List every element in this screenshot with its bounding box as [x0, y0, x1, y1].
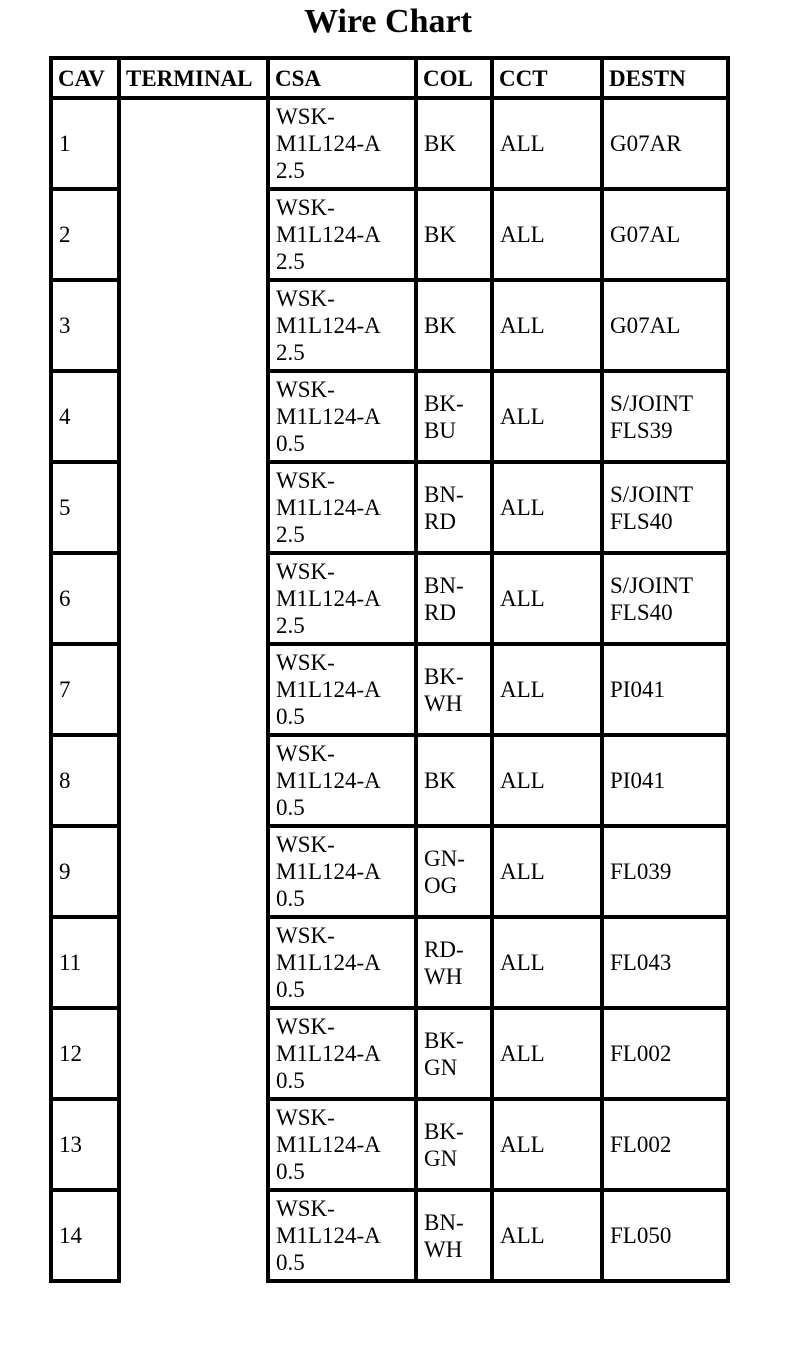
col-line: GN-: [424, 845, 465, 871]
col-line: BK-: [424, 390, 464, 416]
csa-line: 0.5: [276, 704, 305, 729]
col-line: RD-: [424, 936, 464, 962]
destn-cell: [602, 280, 728, 371]
terminal-cell: [119, 1008, 268, 1099]
col-line: BN-: [424, 481, 464, 507]
csa-cell: [268, 371, 416, 462]
cav-cell: 7: [51, 644, 119, 735]
table-row: [51, 462, 728, 553]
csa-line: WSK-: [276, 286, 335, 311]
csa-line: WSK-: [276, 195, 335, 220]
terminal-cell: [119, 553, 268, 644]
table-row: [51, 280, 728, 371]
destn-line: S/JOINT: [610, 572, 694, 598]
terminal-cell: [119, 280, 268, 371]
terminal-cell: [119, 98, 268, 189]
csa-line: WSK-: [276, 650, 335, 675]
table-body: [51, 98, 728, 1281]
csa-line: WSK-: [276, 1196, 335, 1221]
csa-line: 2.5: [276, 340, 305, 365]
csa-line: 0.5: [276, 1068, 305, 1093]
col-line: BK: [424, 131, 456, 156]
destn-cell: [602, 553, 728, 644]
csa-line: WSK-: [276, 832, 335, 857]
terminal-cell: [119, 1099, 268, 1190]
csa-line: WSK-: [276, 923, 335, 948]
csa-line: 0.5: [276, 431, 305, 456]
terminal-cell: [119, 1190, 268, 1281]
csa-cell: [268, 553, 416, 644]
col-cell: [416, 1008, 492, 1099]
csa-cell: [268, 1190, 416, 1281]
table-row: [51, 1008, 728, 1099]
csa-line: 0.5: [276, 886, 305, 911]
destn-line: G07AL: [610, 313, 681, 338]
csa-line: 2.5: [276, 158, 305, 183]
col-line: OG: [424, 872, 458, 898]
csa-line: 2.5: [276, 522, 305, 547]
csa-cell: [268, 1099, 416, 1190]
cct-cell: ALL: [492, 189, 602, 280]
cav-cell: 12: [51, 1008, 119, 1099]
cav-cell: 8: [51, 735, 119, 826]
col-line: BN-: [424, 572, 464, 598]
header-csa: CSA: [268, 58, 416, 98]
table-row: [51, 917, 728, 1008]
header-cct: CCT: [492, 58, 602, 98]
cct-cell: ALL: [492, 1008, 602, 1099]
destn-cell: [602, 1008, 728, 1099]
destn-line: FL043: [610, 950, 672, 975]
csa-cell: [268, 280, 416, 371]
csa-line: M1L124-A: [276, 1041, 381, 1066]
col-line: GN: [424, 1145, 458, 1171]
destn-line: G07AL: [610, 222, 681, 247]
cav-cell: 4: [51, 371, 119, 462]
table-row: [51, 1099, 728, 1190]
csa-line: 0.5: [276, 795, 305, 820]
cct-cell: ALL: [492, 1099, 602, 1190]
csa-line: M1L124-A: [276, 495, 381, 520]
csa-line: M1L124-A: [276, 859, 381, 884]
csa-line: WSK-: [276, 377, 335, 402]
cav-cell: 14: [51, 1190, 119, 1281]
page-title: Wire Chart: [304, 3, 472, 40]
destn-cell: [602, 917, 728, 1008]
header-terminal: TERMINAL: [119, 58, 268, 98]
table-row: [51, 735, 728, 826]
col-cell: [416, 826, 492, 917]
csa-line: M1L124-A: [276, 131, 381, 156]
csa-line: M1L124-A: [276, 950, 381, 975]
cct-cell: ALL: [492, 98, 602, 189]
cav-cell: 9: [51, 826, 119, 917]
terminal-cell: [119, 644, 268, 735]
col-line: RD: [424, 599, 456, 625]
csa-line: M1L124-A: [276, 404, 381, 429]
destn-line: S/JOINT: [610, 481, 694, 507]
destn-line: S/JOINT: [610, 390, 694, 416]
terminal-cell: [119, 826, 268, 917]
csa-cell: [268, 462, 416, 553]
csa-line: M1L124-A: [276, 313, 381, 338]
csa-cell: [268, 826, 416, 917]
table-row: [51, 553, 728, 644]
destn-cell: [602, 735, 728, 826]
csa-line: 0.5: [276, 1250, 305, 1275]
cct-cell: ALL: [492, 371, 602, 462]
csa-line: 2.5: [276, 249, 305, 274]
csa-cell: [268, 98, 416, 189]
col-line: BK: [424, 313, 456, 338]
col-line: RD: [424, 508, 456, 534]
destn-cell: [602, 1099, 728, 1190]
terminal-cell: [119, 917, 268, 1008]
table-row: [51, 1190, 728, 1281]
cav-cell: 11: [51, 917, 119, 1008]
destn-line: FLS40: [610, 599, 673, 625]
csa-line: WSK-: [276, 104, 335, 129]
table-row: [51, 189, 728, 280]
col-cell: [416, 371, 492, 462]
csa-line: M1L124-A: [276, 586, 381, 611]
cct-cell: ALL: [492, 644, 602, 735]
destn-line: FL039: [610, 859, 672, 884]
header-destn: DESTN: [602, 58, 728, 98]
destn-line: PI041: [610, 677, 665, 702]
destn-cell: [602, 98, 728, 189]
csa-line: M1L124-A: [276, 1132, 381, 1157]
csa-line: WSK-: [276, 468, 335, 493]
csa-cell: [268, 735, 416, 826]
csa-line: WSK-: [276, 741, 335, 766]
cct-cell: ALL: [492, 735, 602, 826]
csa-line: 2.5: [276, 613, 305, 638]
cct-cell: ALL: [492, 280, 602, 371]
col-cell: [416, 462, 492, 553]
destn-line: G07AR: [610, 131, 682, 156]
cav-cell: 6: [51, 553, 119, 644]
table-row: [51, 98, 728, 189]
table-header-row: [51, 58, 728, 98]
col-cell: [416, 644, 492, 735]
csa-cell: [268, 189, 416, 280]
cct-cell: ALL: [492, 462, 602, 553]
terminal-cell: [119, 371, 268, 462]
cav-cell: 2: [51, 189, 119, 280]
cav-cell: 5: [51, 462, 119, 553]
destn-cell: [602, 189, 728, 280]
csa-line: 0.5: [276, 977, 305, 1002]
cav-cell: 1: [51, 98, 119, 189]
col-line: WH: [424, 1236, 463, 1262]
col-line: BN-: [424, 1209, 464, 1235]
col-line: WH: [424, 963, 463, 989]
col-cell: [416, 1190, 492, 1281]
csa-line: WSK-: [276, 559, 335, 584]
csa-cell: [268, 1008, 416, 1099]
destn-cell: [602, 371, 728, 462]
col-cell: [416, 735, 492, 826]
destn-line: FL002: [610, 1132, 672, 1157]
cct-cell: ALL: [492, 826, 602, 917]
terminal-cell: [119, 735, 268, 826]
cav-cell: 3: [51, 280, 119, 371]
csa-line: 0.5: [276, 1159, 305, 1184]
col-line: BK: [424, 768, 456, 793]
destn-line: FL002: [610, 1041, 672, 1066]
csa-line: M1L124-A: [276, 1223, 381, 1248]
cct-cell: ALL: [492, 917, 602, 1008]
table-row: [51, 644, 728, 735]
cct-cell: ALL: [492, 553, 602, 644]
header-cav: CAV: [51, 58, 119, 98]
cct-cell: ALL: [492, 1190, 602, 1281]
csa-line: M1L124-A: [276, 222, 381, 247]
terminal-cell: [119, 189, 268, 280]
destn-line: FL050: [610, 1223, 672, 1248]
destn-cell: [602, 826, 728, 917]
csa-line: M1L124-A: [276, 677, 381, 702]
col-cell: [416, 553, 492, 644]
header-col: COL: [416, 58, 492, 98]
table-row: [51, 826, 728, 917]
col-line: BK-: [424, 1118, 464, 1144]
col-cell: [416, 189, 492, 280]
col-cell: [416, 917, 492, 1008]
destn-line: PI041: [610, 768, 665, 793]
destn-line: FLS39: [610, 417, 673, 443]
destn-cell: [602, 462, 728, 553]
col-line: WH: [424, 690, 463, 716]
csa-cell: [268, 644, 416, 735]
col-line: BK: [424, 222, 456, 247]
csa-cell: [268, 917, 416, 1008]
col-cell: [416, 98, 492, 189]
col-line: GN: [424, 1054, 458, 1080]
terminal-cell: [119, 462, 268, 553]
wire-chart-table: [49, 56, 730, 1283]
csa-line: M1L124-A: [276, 768, 381, 793]
cav-cell: 13: [51, 1099, 119, 1190]
destn-cell: [602, 644, 728, 735]
destn-line: FLS40: [610, 508, 673, 534]
csa-line: WSK-: [276, 1014, 335, 1039]
col-cell: [416, 280, 492, 371]
csa-line: WSK-: [276, 1105, 335, 1130]
table-row: [51, 371, 728, 462]
col-line: BK-: [424, 663, 464, 689]
destn-cell: [602, 1190, 728, 1281]
col-cell: [416, 1099, 492, 1190]
col-line: BU: [424, 417, 456, 443]
col-line: BK-: [424, 1027, 464, 1053]
